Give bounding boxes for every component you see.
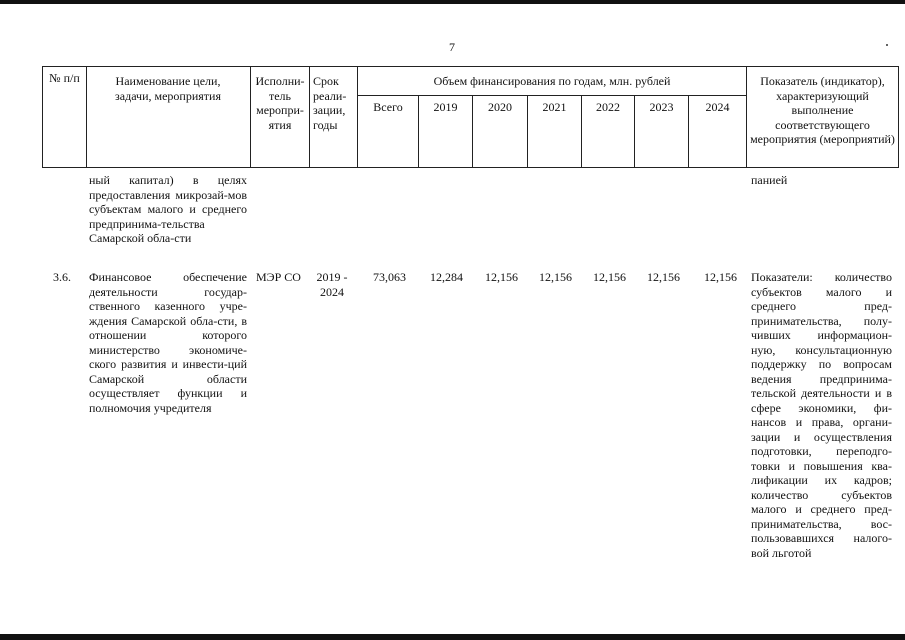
- row-value-2021: 12,156: [539, 270, 572, 284]
- row-total: 73,063: [373, 270, 406, 284]
- row-indicator: Показатели: количество субъектов малого и среднего пред-принимательства, полу-чивших информацион-ную, консультационную поддержку по вопросам ведения предпринима-тельской деятельности и в сфере экономики, фи-нансов и права, органи-зации и осуществления подготовки, переподго-товки и повышения ква-лификации их кадров; количество субъектов малого и среднего пред-принимательства, вос-пользовавшихся налого-вой льготой: [751, 270, 892, 560]
- header-total: Всего: [373, 100, 403, 114]
- row-value-2024: 12,156: [704, 270, 737, 284]
- header-executor: Исполни-тель меропри-ятия: [255, 74, 305, 132]
- header-year-2022: 2022: [596, 100, 620, 114]
- header-name: Наименование цели, задачи, мероприятия: [115, 74, 221, 103]
- row-value-2023: 12,156: [647, 270, 680, 284]
- header-funding: Объем финансирования по годам, млн. рублей: [433, 74, 671, 88]
- header-year-2020: 2020: [488, 100, 512, 114]
- continuation-indicator: панией: [751, 173, 788, 187]
- scan-speck: [886, 44, 888, 46]
- continuation-name: ный капитал) в целях предоставления микрозай-мов субъектам малого и среднего предпринима-тельства Самарской обла-сти: [89, 173, 247, 245]
- row-executor: МЭР СО: [256, 270, 301, 284]
- row-number: 3.6.: [53, 270, 71, 284]
- header-year-2021: 2021: [542, 100, 567, 114]
- header-number: № п/п: [49, 71, 80, 85]
- row-term: 2019 - 2024: [316, 270, 348, 299]
- row-value-2019: 12,284: [430, 270, 463, 284]
- page-number: 7: [449, 40, 455, 54]
- row-value-2022: 12,156: [593, 270, 626, 284]
- row-value-2020: 12,156: [485, 270, 518, 284]
- row-name: Финансовое обеспечение деятельности государ-ственного казенного учре-ждения Самарской обла-сти, в отношении которого министерство экономиче-ского развития и инвести-ций Самарской области осуществляет функции и полномочия учредителя: [89, 270, 247, 415]
- header-year-2019: 2019: [433, 100, 458, 114]
- top-border: [0, 0, 905, 4]
- header-year-2023: 2023: [649, 100, 674, 114]
- bottom-border: [0, 634, 905, 640]
- header-term: Срок реали-зации, годы: [313, 74, 347, 132]
- header-indicator: Показатель (индикатор), характеризующий выполнение соответствующего мероприятия (мероприятий): [750, 74, 895, 146]
- header-year-2024: 2024: [705, 100, 730, 114]
